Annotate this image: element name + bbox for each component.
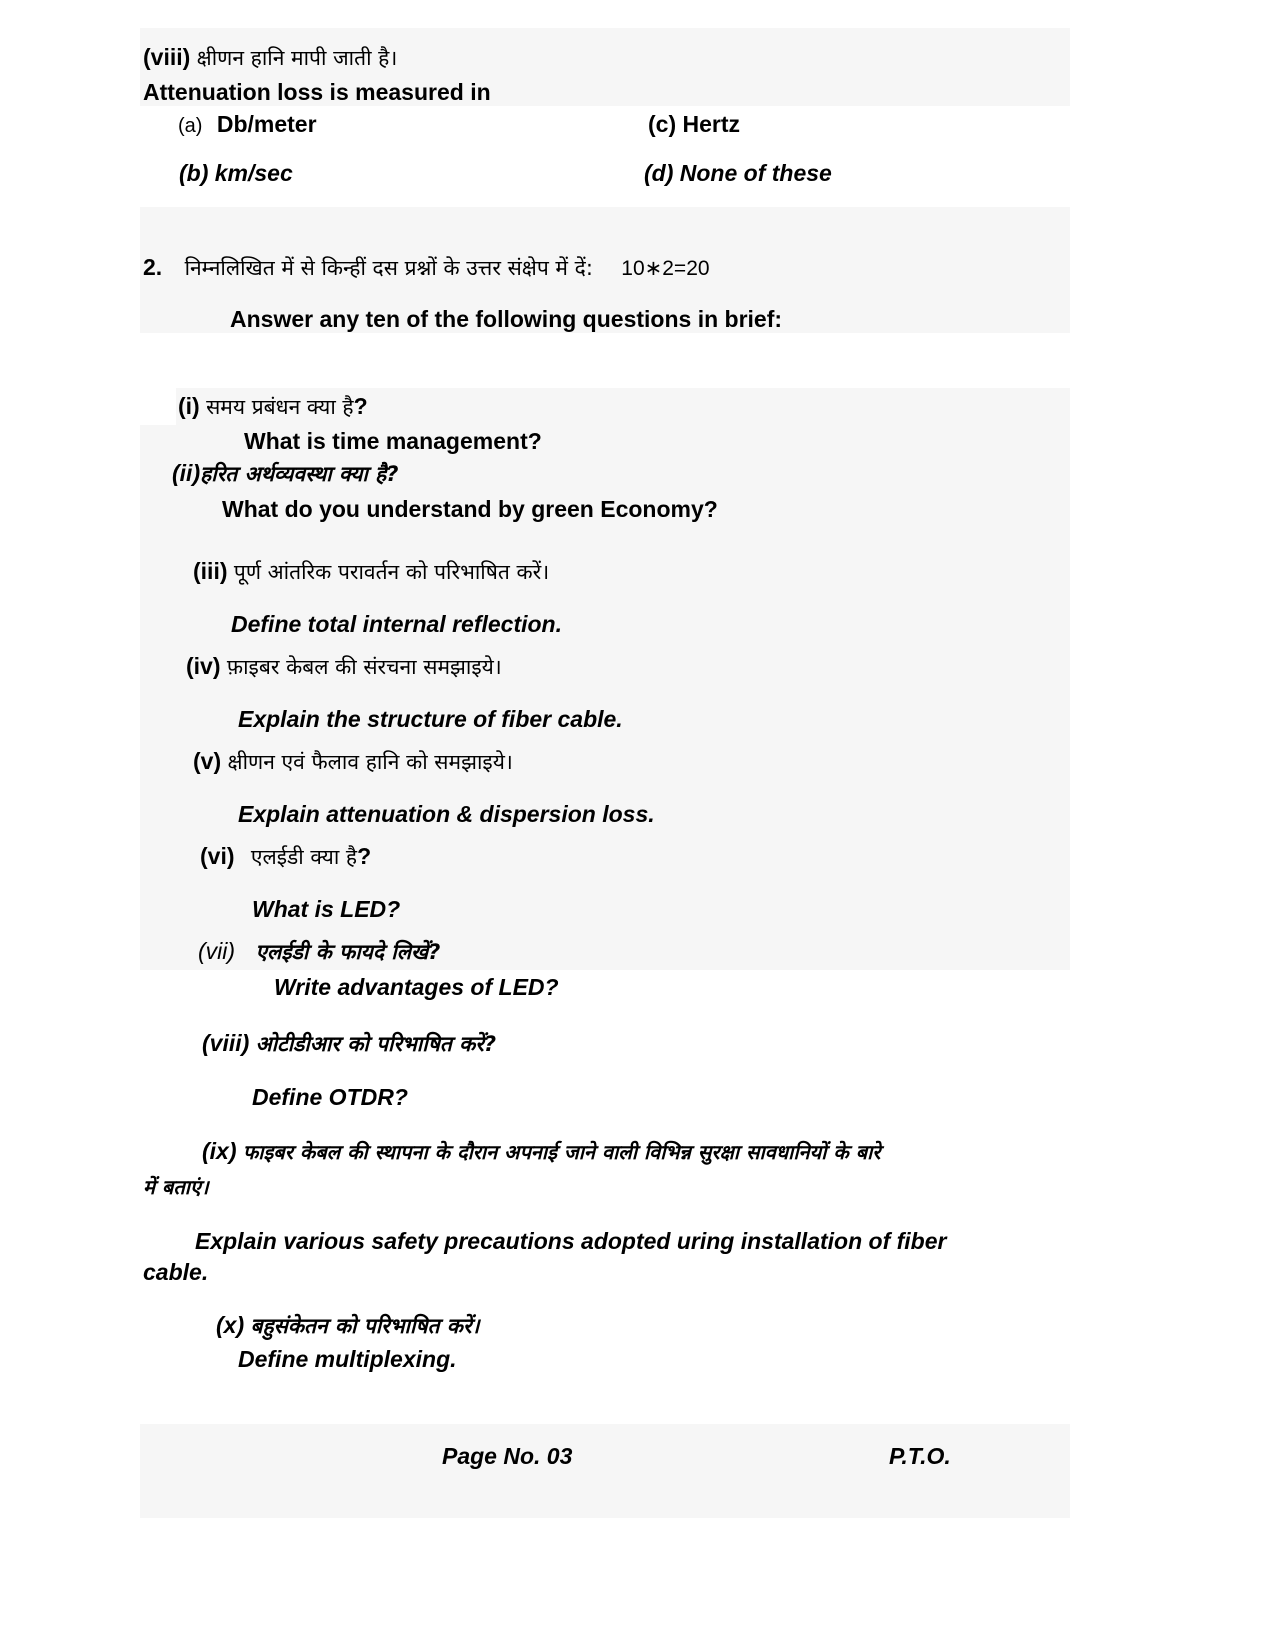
option-a-label: (a) xyxy=(178,115,203,137)
question-iii-number: (iii) xyxy=(193,558,228,584)
question-ii-hindi: हरित अर्थव्यवस्था क्या है? xyxy=(200,462,399,486)
question-ii-hindi-line xyxy=(172,458,399,489)
question-vi-hindi: एलईडी क्या है xyxy=(250,845,358,869)
section2-english: Answer any ten of the following questions in brief: xyxy=(230,306,783,332)
option-b: (b) km/sec xyxy=(179,160,293,186)
question-vii-english: Write advantages of LED? xyxy=(274,974,559,1000)
question-iii-hindi: पूर्ण आंतरिक परावर्तन को परिभाषित करें। xyxy=(233,560,550,584)
question-vii-hindi: एलईडी के फायदे लिखें? xyxy=(255,940,441,964)
question-ix-hindi-1: फाइबर केबल की स्थापना के दौरान अपनाई जाने वाली विभिन्न सुरक्षा सावधानियों के बारे xyxy=(242,1140,881,1164)
question-v-hindi-line xyxy=(193,746,513,777)
q1-viii-hindi-line xyxy=(143,42,397,73)
option-a xyxy=(178,109,317,141)
question-x-number: (x) xyxy=(216,1312,245,1338)
shade-band-questions-left xyxy=(140,425,180,970)
question-vi-english: What is LED? xyxy=(252,896,401,922)
q1-viii-hindi: क्षीणन हानि मापी जाती है। xyxy=(196,46,398,70)
question-vii-number: (vii) xyxy=(198,938,236,964)
question-i-hindi-line xyxy=(178,391,368,422)
section2-hindi: निम्नलिखित में से किन्हीं दस प्रश्नों के उत्तर संक्षेप में दें: xyxy=(184,256,593,280)
question-v-english: Explain attenuation & dispersion loss. xyxy=(238,801,655,827)
question-ix-hindi-line1 xyxy=(202,1136,880,1167)
question-x-hindi: बहुसंकेतन को परिभाषित करें। xyxy=(250,1314,480,1338)
question-vi-number: (vi) xyxy=(200,843,235,869)
option-d: (d) None of these xyxy=(644,160,832,186)
question-ii-english: What do you understand by green Economy? xyxy=(222,496,718,522)
section2-number: 2. xyxy=(143,254,163,280)
question-v-number: (v) xyxy=(193,748,222,774)
question-vii-hindi-line xyxy=(198,936,440,967)
question-ix-english-1: Explain various safety precautions adopted uring installation of fiber xyxy=(195,1228,947,1254)
question-iv-hindi-line xyxy=(186,651,502,682)
question-i-english: What is time management? xyxy=(244,428,542,454)
question-viii-english: Define OTDR? xyxy=(252,1084,408,1110)
section2-marks: 10∗2=20 xyxy=(621,257,710,280)
question-ii-number: (ii) xyxy=(172,460,201,486)
question-iv-hindi: फ़ाइबर केबल की संरचना समझाइये। xyxy=(226,655,502,679)
option-a-text: Db/meter xyxy=(216,111,317,137)
pto-label: P.T.O. xyxy=(889,1443,951,1469)
q1-viii-number: (viii) xyxy=(143,44,191,70)
question-viii-hindi-line xyxy=(202,1028,496,1059)
question-ix-number: (ix) xyxy=(202,1138,237,1164)
question-x-hindi-line xyxy=(216,1310,480,1341)
question-vi-hindi-line xyxy=(200,841,371,872)
option-c: (c) Hertz xyxy=(648,111,741,137)
question-viii-hindi: ओटीडीआर को परिभाषित करें? xyxy=(255,1032,497,1056)
question-viii-number: (viii) xyxy=(202,1030,250,1056)
question-i-hindi: समय प्रबंधन क्या है xyxy=(206,395,354,419)
question-iv-number: (iv) xyxy=(186,653,221,679)
question-ix-english-2: cable. xyxy=(143,1259,209,1285)
question-iii-english: Define total internal reflection. xyxy=(231,611,562,637)
question-v-hindi: क्षीणन एवं फैलाव हानि को समझाइये। xyxy=(227,750,513,774)
question-i-number: (i) xyxy=(178,393,200,419)
page-number: Page No. 03 xyxy=(442,1443,573,1469)
question-iii-hindi-line xyxy=(193,556,549,587)
question-i-qmark: ? xyxy=(353,393,368,419)
question-iv-english: Explain the structure of fiber cable. xyxy=(238,706,623,732)
q1-viii-english: Attenuation loss is measured in xyxy=(143,79,491,105)
question-x-english: Define multiplexing. xyxy=(238,1346,457,1372)
question-vi-qmark: ? xyxy=(357,843,372,869)
section2-heading xyxy=(143,252,710,284)
question-ix-hindi-2: में बताएं। xyxy=(143,1175,209,1199)
shade-band-footer xyxy=(140,1424,1070,1518)
